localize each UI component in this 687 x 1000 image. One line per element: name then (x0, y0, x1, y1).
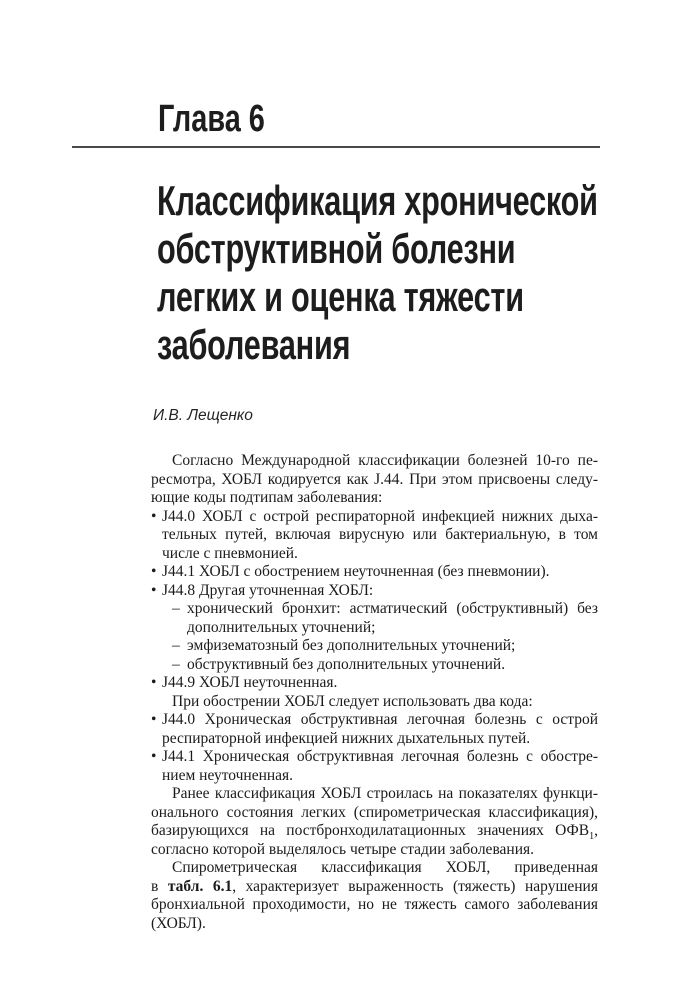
author-name: И.В. Лещенко (153, 407, 253, 424)
bullet-item-line (151, 674, 598, 693)
body-line: Согласно Международной классификации болезней 10-го пе- (172, 452, 598, 469)
chapter-title (157, 177, 598, 369)
chapter-title-line: заболевания (157, 321, 351, 368)
body-line-text: в (151, 877, 168, 895)
body-line: эмфизематозный без дополнительных уточнений; (187, 637, 516, 654)
body-line: (ХОБЛ). (151, 914, 206, 932)
dash-marker: – (172, 655, 180, 673)
chapter-title-line: Классификация хронической (157, 177, 598, 224)
body-line: числе с пневмонией. (162, 544, 298, 562)
body-line (151, 822, 598, 841)
body-line: дополнительных уточнений; (187, 618, 376, 636)
bullet-marker: • (151, 748, 157, 765)
body-line: J44.1 ХОБЛ с обострением неуточненная (без пневмонии). (162, 563, 550, 580)
body-line: J44.0 Хроническая обструктивная легочная болезнь с острой (162, 711, 598, 728)
body-line (151, 878, 598, 897)
body-line: нием неуточненная. (162, 766, 294, 784)
chapter-divider-rule (72, 146, 600, 148)
body-line-text: , (594, 822, 598, 839)
body-text (151, 452, 598, 933)
body-line: J44.8 Другая уточненная ХОБЛ: (162, 581, 374, 599)
body-line-text: базирующихся на постбронходилатационных значениях ОФВ (151, 822, 590, 839)
body-line: ющие коды подтипам заболевания: (151, 489, 383, 506)
body-line: обструктивный без дополнительных уточнений. (187, 655, 506, 673)
bullet-marker: • (151, 711, 157, 728)
bullet-marker: • (151, 563, 157, 580)
bullet-marker: • (151, 581, 157, 599)
body-line: Ранее классификация ХОБЛ строилась на показателях функци- (172, 785, 598, 802)
dash-marker: – (172, 637, 180, 654)
body-line: респираторной инфекцией нижних дыхательных путей. (162, 729, 531, 747)
body-line: J44.9 ХОБЛ неуточненная. (162, 674, 338, 691)
body-line-text: , характеризует выраженность (тяжесть) нарушения (232, 877, 598, 895)
table-reference: табл. 6.1 (167, 877, 233, 895)
body-line: онального состояния легких (спирометрическая классификация), (151, 803, 598, 821)
body-line: При обострении ХОБЛ следует использовать два кода: (172, 692, 533, 710)
bullet-item-line (151, 508, 598, 527)
body-line: согласно которой выделялось четыре стадии заболевания. (151, 840, 535, 858)
chapter-title-line: легких и оценка тяжести (157, 273, 524, 320)
body-line: хронический бронхит: астматический (обструктивный) без (187, 600, 598, 617)
bullet-item-line (151, 582, 598, 601)
dash-item-line (151, 656, 598, 675)
dash-item-line (151, 637, 598, 656)
dash-item-line (151, 600, 598, 619)
body-line: бронхиальной проходимости, но не тяжесть самого заболевания (151, 896, 598, 913)
body-line: J44.1 Хроническая обструктивная легочная болезнь с обостре- (162, 748, 598, 765)
dash-marker: – (172, 600, 180, 617)
bullet-marker: • (151, 674, 157, 691)
chapter-title-line: обструктивной болезни (157, 225, 516, 272)
chapter-label: Глава 6 (158, 98, 265, 140)
body-line: Спирометрическая классификация ХОБЛ, приведенная (172, 859, 598, 876)
body-line: ресмотра, ХОБЛ кодируется как J.44. При этом присвоены следу- (151, 470, 598, 488)
body-line: J44.0 ХОБЛ с острой респираторной инфекцией нижних дыха- (162, 507, 598, 525)
body-line: тельных путей, включая вирусную или бактериальную, в том (162, 526, 598, 543)
bullet-item-line (151, 748, 598, 767)
subscript-text: 1 (589, 831, 595, 843)
bullet-item-line (151, 711, 598, 730)
bullet-item-line (151, 563, 598, 582)
bullet-marker: • (151, 507, 157, 525)
